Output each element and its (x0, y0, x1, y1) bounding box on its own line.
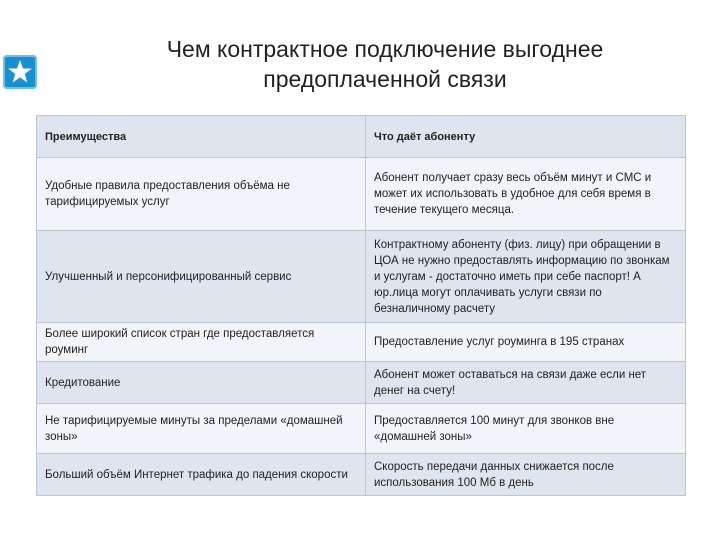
table-row (37, 158, 686, 231)
benefit-cell: Предоставление услуг роуминга в 195 странах (366, 323, 686, 362)
star-icon (7, 59, 33, 85)
benefit-cell: Абонент может оставаться на связи даже если нет денег на счету! (366, 362, 686, 404)
header-cell-benefit: Что даёт абоненту (366, 116, 686, 158)
table-row (37, 231, 686, 323)
header-cell-advantages: Преимущества (37, 116, 366, 158)
title-line-1: Чем контрактное подключение выгоднее (166, 36, 604, 62)
advantage-cell: Более широкий список стран где предоставляется роуминг (37, 323, 366, 362)
advantage-cell: Кредитование (37, 362, 366, 404)
advantage-cell: Удобные правила предоставления объёма не тарифицируемых услуг (37, 158, 366, 231)
benefit-cell: Абонент получает сразу весь объём минут и СМС и может их использовать в удобное для себя время в течение текущего месяца. (366, 158, 686, 231)
table-row (37, 362, 686, 404)
page-title (50, 34, 720, 94)
title-line-2: предоплаченной связи (263, 66, 507, 92)
table-header-row (37, 116, 686, 158)
star-logo-icon (3, 55, 37, 89)
comparison-table (36, 115, 686, 496)
table-row (37, 323, 686, 362)
table-row (37, 454, 686, 496)
benefit-cell: Контрактному абоненту (физ. лицу) при обращении в ЦОА не нужно предоставлять информацию по звонкам и услугам - достаточно иметь при себе паспорт! А юр.лица могут оплачивать услуги связи по безналичному расчету (366, 231, 686, 323)
benefit-cell: Предоставляется 100 минут для звонков вне «домашней зоны» (366, 404, 686, 454)
advantage-cell: Больший объём Интернет трафика до падения скорости (37, 454, 366, 496)
table-row (37, 404, 686, 454)
benefit-cell: Скорость передачи данных снижается после использования 100 Мб в день (366, 454, 686, 496)
advantage-cell: Не тарифицируемые минуты за пределами «домашней зоны» (37, 404, 366, 454)
advantage-cell: Улучшенный и персонифицированный сервис (37, 231, 366, 323)
